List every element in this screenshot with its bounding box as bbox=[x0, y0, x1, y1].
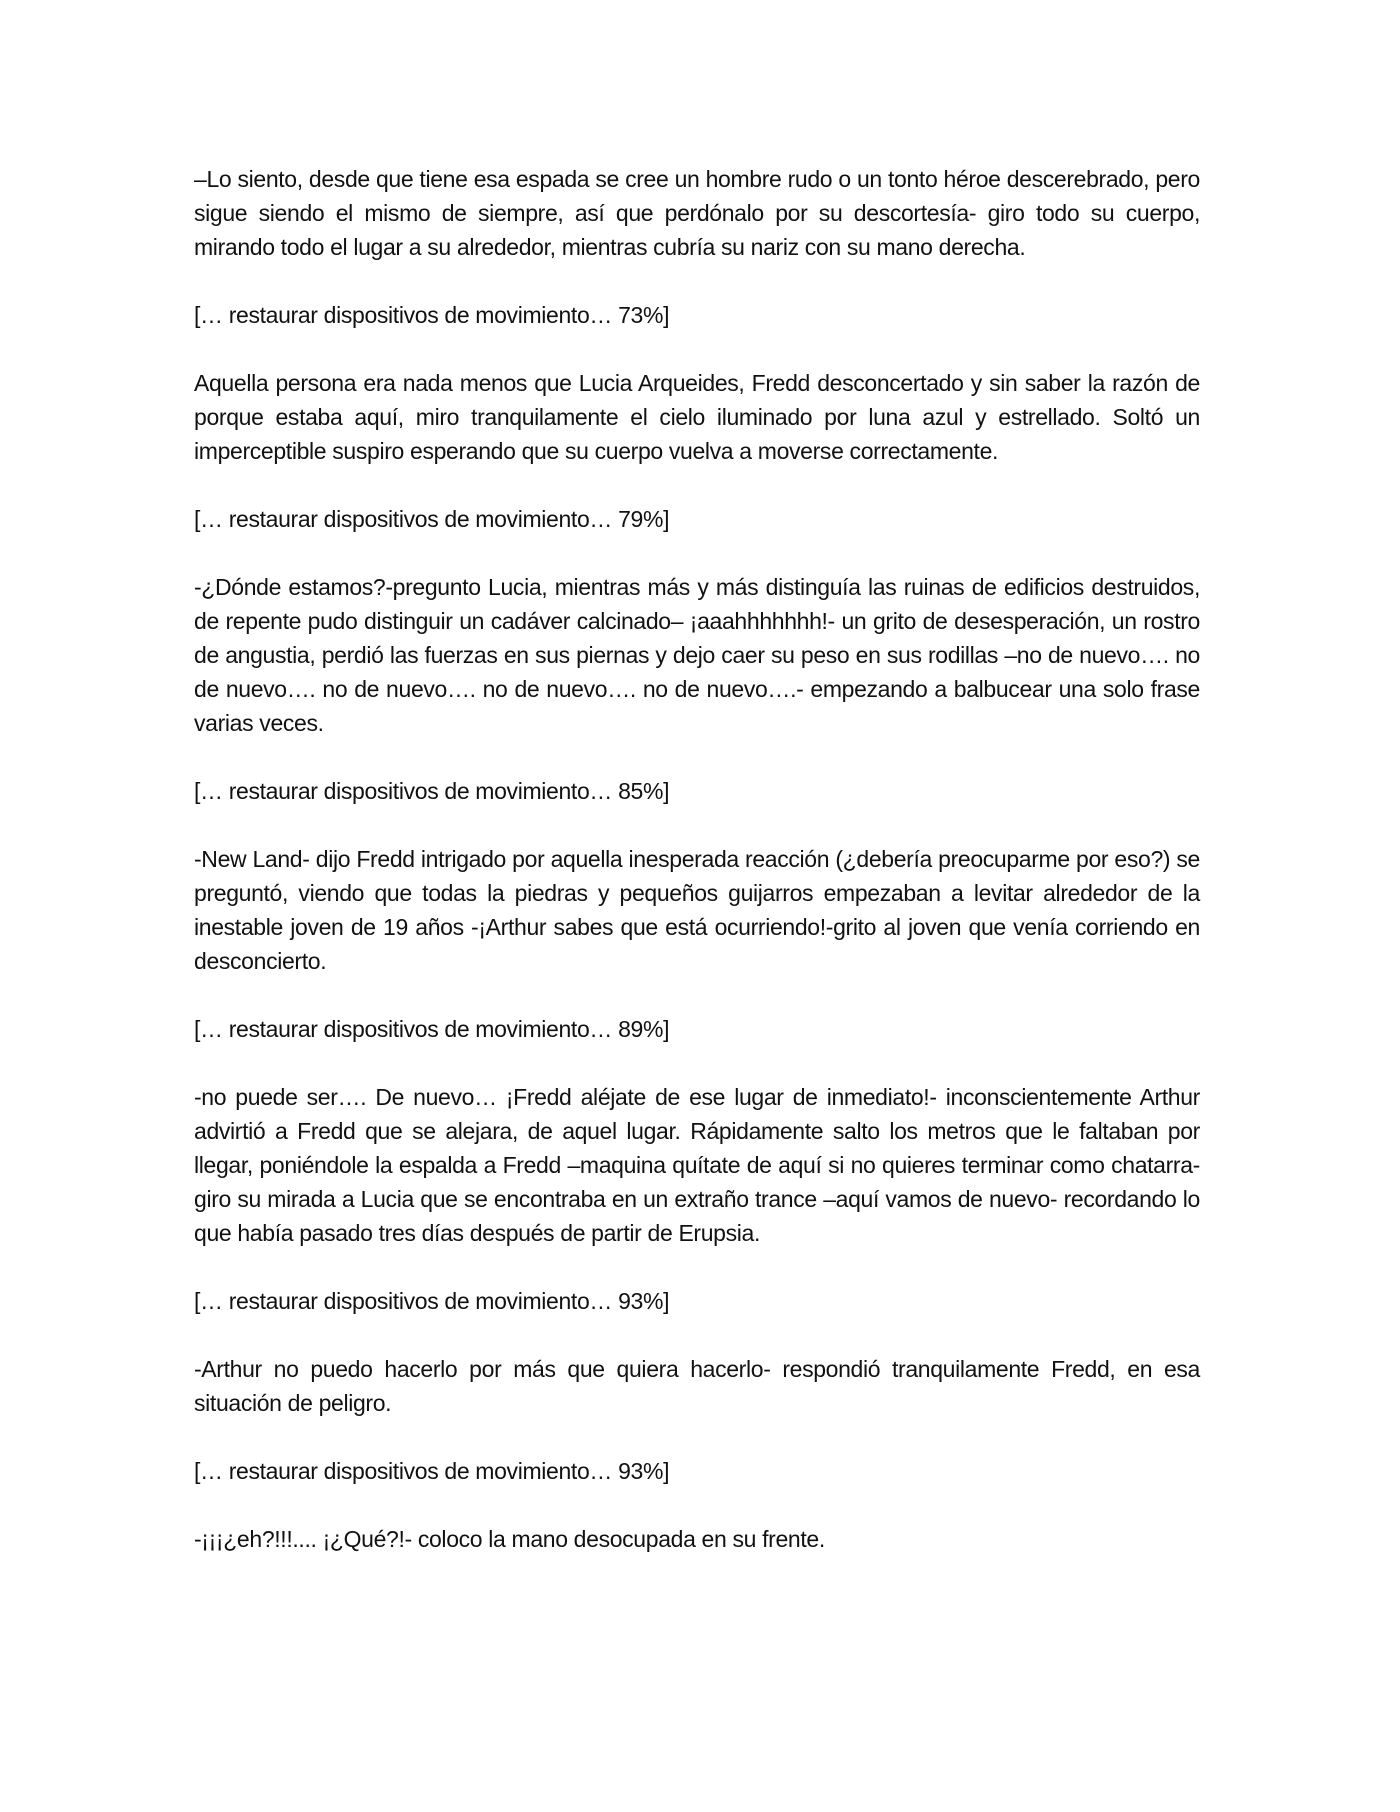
status-line: [… restaurar dispositivos de movimiento… 85%] bbox=[194, 778, 670, 804]
paragraph: -¿Dónde estamos?-pregunto Lucia, mientras más y más distinguía las ruinas de edificios destruidos, de repente pudo distinguir un cadáver calcinado– ¡aaahhhhhhh!- un grito de desesperación, un rostro de angustia, perdió las fuerzas en sus piernas y dejo caer su peso en sus rodillas –no de nuevo…. no de nuevo…. no de nuevo…. no de nuevo…. no de nuevo….- empezando a balbucear una solo frase varias veces. bbox=[194, 574, 1200, 736]
paragraph: -Arthur no puedo hacerlo por más que quiera hacerlo- respondió tranquilamente Fredd, en esa situación de peligro. bbox=[194, 1356, 1200, 1416]
status-line: [… restaurar dispositivos de movimiento… 89%] bbox=[194, 1016, 670, 1042]
paragraph: -¡¡¡¿eh?!!!.... ¡¿Qué?!- coloco la mano desocupada en su frente. bbox=[194, 1526, 825, 1552]
status-line: [… restaurar dispositivos de movimiento… 93%] bbox=[194, 1458, 670, 1484]
status-line: [… restaurar dispositivos de movimiento… 93%] bbox=[194, 1288, 670, 1314]
paragraph: -New Land- dijo Fredd intrigado por aquella inesperada reacción (¿debería preocuparme por eso?) se preguntó, viendo que todas la piedras y pequeños guijarros empezaban a levitar alrededor de la inestable joven de 19 años -¡Arthur sabes que está ocurriendo!-grito al joven que venía corriendo en desconcierto. bbox=[194, 846, 1200, 974]
status-line: [… restaurar dispositivos de movimiento… 73%] bbox=[194, 302, 670, 328]
paragraph: Aquella persona era nada menos que Lucia Arqueides, Fredd desconcertado y sin saber la razón de porque estaba aquí, miro tranquilamente el cielo iluminado por luna azul y estrellado. Soltó un imperceptible suspiro esperando que su cuerpo vuelva a moverse correctamente. bbox=[194, 370, 1200, 464]
paragraph: –Lo siento, desde que tiene esa espada se cree un hombre rudo o un tonto héroe descerebrado, pero sigue siendo el mismo de siempre, así que perdónalo por su descortesía- giro todo su cuerpo, mirando todo el lugar a su alrededor, mientras cubría su nariz con su mano derecha. bbox=[194, 166, 1200, 260]
paragraph: -no puede ser…. De nuevo… ¡Fredd aléjate de ese lugar de inmediato!- inconscientemente Arthur advirtió a Fredd que se alejara, de aquel lugar. Rápidamente salto los metros que le faltaban por llegar, poniéndole la espalda a Fredd –maquina quítate de aquí si no quieres terminar como chatarra- giro su mirada a Lucia que se encontraba en un extraño trance –aquí vamos de nuevo- recordando lo que había pasado tres días después de partir de Erupsia. bbox=[194, 1084, 1200, 1246]
status-line: [… restaurar dispositivos de movimiento… 79%] bbox=[194, 506, 670, 532]
document-body bbox=[194, 162, 1200, 1590]
